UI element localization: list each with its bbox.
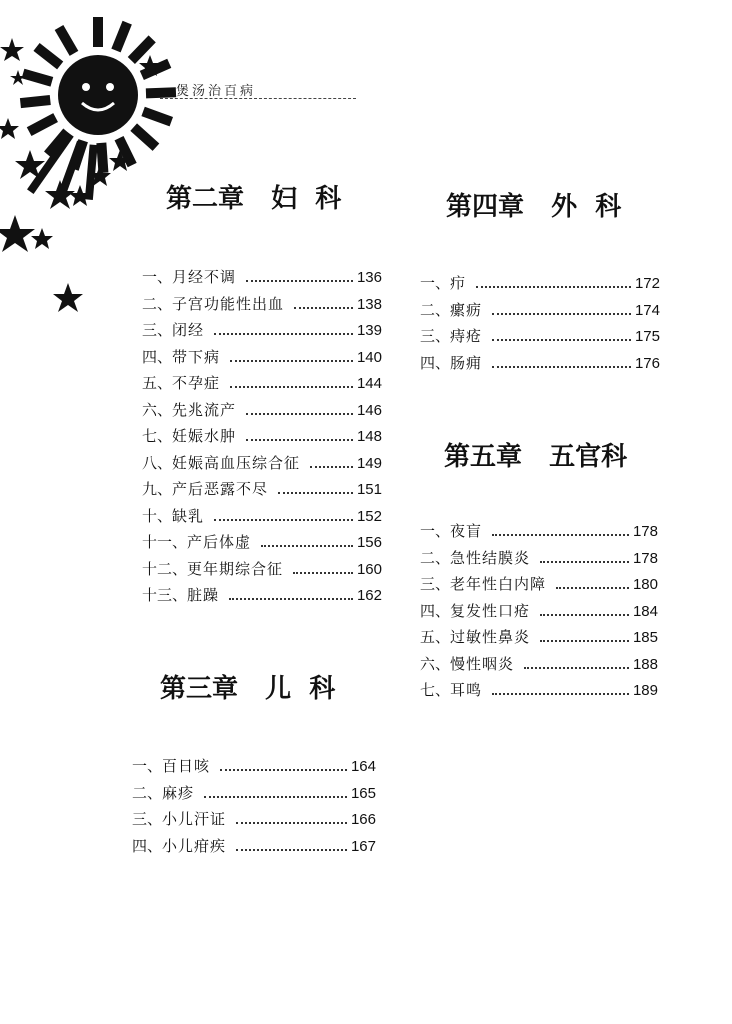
toc-entry-page: 164 xyxy=(350,758,376,775)
chapter-title-surgery: 第四章 外 科 xyxy=(446,192,622,222)
toc-entry-number: 四、 xyxy=(142,347,173,366)
toc-entry-number: 四、 xyxy=(132,836,163,855)
toc-list-pediatrics xyxy=(132,755,376,861)
toc-entry-page: 178 xyxy=(632,523,658,540)
toc-entry[interactable] xyxy=(142,478,382,505)
toc-entry-number: 六、 xyxy=(420,654,451,673)
toc-entry-number: 五、 xyxy=(142,374,173,392)
toc-entry-page: 144 xyxy=(356,375,382,392)
dot-leader xyxy=(524,667,629,669)
toc-entry-page: 178 xyxy=(632,549,658,567)
dot-leader xyxy=(246,280,353,282)
toc-entry[interactable] xyxy=(142,505,382,532)
dot-leader xyxy=(492,534,629,536)
dot-leader xyxy=(230,360,353,362)
toc-entry-page: 149 xyxy=(356,454,382,472)
toc-entry-title: 不孕症 xyxy=(172,374,221,392)
toc-entry-title: 带下病 xyxy=(172,347,221,366)
dot-leader xyxy=(278,492,353,494)
toc-entry-number: 九、 xyxy=(142,480,173,498)
toc-entry-title: 产后体虚 xyxy=(187,533,252,551)
toc-entry-title: 瘰疬 xyxy=(450,300,483,319)
toc-entry-title: 脏躁 xyxy=(187,586,220,604)
toc-entry-title: 缺乳 xyxy=(172,506,205,525)
toc-entry-number: 十一、 xyxy=(142,533,188,551)
toc-entry-title: 先兆流产 xyxy=(172,400,237,419)
toc-entry-page: 185 xyxy=(632,629,658,646)
toc-entry-number: 八、 xyxy=(142,453,173,472)
dot-leader xyxy=(214,333,353,335)
toc-entry[interactable] xyxy=(142,372,382,399)
toc-entry-page: 138 xyxy=(356,295,382,313)
toc-entry[interactable] xyxy=(420,626,658,653)
toc-entry[interactable] xyxy=(420,547,658,574)
toc-entry[interactable] xyxy=(142,319,382,346)
toc-entry-number: 十、 xyxy=(142,506,173,525)
toc-entry-title: 月经不调 xyxy=(172,268,237,286)
toc-entry[interactable] xyxy=(420,299,660,326)
toc-entry-page: 162 xyxy=(356,587,382,604)
dot-leader xyxy=(540,640,629,642)
dot-leader xyxy=(236,849,347,851)
toc-entry[interactable] xyxy=(420,272,660,299)
toc-entry[interactable] xyxy=(142,452,382,479)
toc-entry[interactable] xyxy=(420,352,660,379)
toc-entry-title: 闭经 xyxy=(172,321,205,339)
toc-entry-number: 一、 xyxy=(420,274,451,292)
toc-entry-title: 老年性白内障 xyxy=(450,575,547,593)
toc-entry[interactable] xyxy=(420,573,658,600)
toc-entry-page: 136 xyxy=(356,269,382,286)
dot-leader xyxy=(293,572,353,574)
toc-entry[interactable] xyxy=(420,325,660,352)
toc-entry-number: 一、 xyxy=(420,522,451,540)
toc-entry-page: 166 xyxy=(350,811,376,828)
toc-entry-page: 184 xyxy=(632,602,658,620)
toc-entry-number: 十三、 xyxy=(142,586,188,604)
toc-entry-title: 慢性咽炎 xyxy=(450,654,515,673)
toc-entry-number: 一、 xyxy=(142,268,173,286)
toc-entry-number: 三、 xyxy=(420,327,451,345)
dot-leader xyxy=(261,545,353,547)
toc-entry-number: 七、 xyxy=(142,427,173,445)
toc-entry-page: 180 xyxy=(632,576,658,593)
toc-entry-page: 165 xyxy=(350,784,376,802)
toc-entry-title: 麻疹 xyxy=(162,783,195,802)
toc-entry-title: 复发性口疮 xyxy=(450,601,531,620)
toc-entry[interactable] xyxy=(142,293,382,320)
toc-entry-title: 妊娠水肿 xyxy=(172,427,237,445)
dot-leader xyxy=(294,307,353,309)
dot-leader xyxy=(204,796,347,798)
dot-leader xyxy=(540,614,629,616)
toc-entry-title: 过敏性鼻炎 xyxy=(450,628,531,646)
toc-entry-title: 夜盲 xyxy=(450,522,483,540)
toc-entry-number: 十二、 xyxy=(142,559,188,578)
toc-entry-title: 耳鸣 xyxy=(450,681,483,699)
toc-entry[interactable] xyxy=(420,520,658,547)
toc-entry[interactable] xyxy=(142,425,382,452)
toc-entry[interactable] xyxy=(132,835,376,862)
chapter-title-gynecology: 第二章 妇 科 xyxy=(166,184,342,214)
toc-entry-title: 产后恶露不尽 xyxy=(172,480,269,498)
toc-entry-page: 160 xyxy=(356,560,382,578)
toc-entry-page: 139 xyxy=(356,322,382,339)
toc-entry-number: 二、 xyxy=(142,294,173,313)
toc-entry-title: 痔疮 xyxy=(450,327,483,345)
dot-leader xyxy=(492,366,631,368)
dot-leader xyxy=(310,466,353,468)
toc-entry-number: 五、 xyxy=(420,628,451,646)
chapter-title-pediatrics: 第三章 儿 科 xyxy=(160,674,336,704)
toc-entry[interactable] xyxy=(420,679,658,706)
toc-entry-number: 六、 xyxy=(142,400,173,419)
toc-entry-page: 146 xyxy=(356,401,382,419)
toc-entry-number: 三、 xyxy=(142,321,173,339)
dot-leader xyxy=(214,519,353,521)
header-divider xyxy=(160,98,356,99)
toc-entry[interactable] xyxy=(142,558,382,585)
toc-entry[interactable] xyxy=(420,653,658,680)
toc-entry-number: 四、 xyxy=(420,601,451,620)
dot-leader xyxy=(540,561,629,563)
running-header-book-title: 煲汤治百病 xyxy=(176,84,257,99)
toc-entry-number: 一、 xyxy=(132,757,163,775)
toc-entry[interactable] xyxy=(420,600,658,627)
toc-list-surgery xyxy=(420,272,660,378)
toc-entry-number: 七、 xyxy=(420,681,451,699)
toc-entry-title: 急性结膜炎 xyxy=(450,548,531,567)
toc-entry[interactable] xyxy=(142,584,382,611)
toc-entry-title: 妊娠高血压综合征 xyxy=(172,453,301,472)
toc-entry-page: 189 xyxy=(632,682,658,699)
toc-entry[interactable] xyxy=(132,782,376,809)
dot-leader xyxy=(220,769,347,771)
toc-entry-title: 百日咳 xyxy=(162,757,211,775)
toc-entry-title: 子宫功能性出血 xyxy=(172,294,285,313)
toc-entry-title: 肠痈 xyxy=(450,353,483,372)
toc-entry-page: 148 xyxy=(356,428,382,445)
toc-entry[interactable] xyxy=(132,808,376,835)
dot-leader xyxy=(229,598,353,600)
toc-entry-number: 三、 xyxy=(420,575,451,593)
toc-entry-number: 二、 xyxy=(420,300,451,319)
toc-entry-page: 156 xyxy=(356,534,382,551)
toc-entry-page: 140 xyxy=(356,348,382,366)
toc-list-ent xyxy=(420,520,658,706)
toc-entry-number: 二、 xyxy=(132,783,163,802)
dot-leader xyxy=(556,587,629,589)
toc-entry[interactable] xyxy=(132,755,376,782)
toc-entry-title: 疖 xyxy=(450,274,467,292)
dot-leader xyxy=(476,286,631,288)
toc-entry-page: 188 xyxy=(632,655,658,673)
toc-entry-number: 四、 xyxy=(420,353,451,372)
toc-entry[interactable] xyxy=(142,399,382,426)
dot-leader xyxy=(246,439,353,441)
toc-entry[interactable] xyxy=(142,266,382,293)
toc-entry-page: 172 xyxy=(634,275,660,292)
dot-leader xyxy=(492,313,631,315)
toc-entry-title: 小儿疳疾 xyxy=(162,836,227,855)
toc-entry-number: 二、 xyxy=(420,548,451,567)
toc-entry-page: 176 xyxy=(634,354,660,372)
toc-entry-page: 151 xyxy=(356,481,382,498)
dot-leader xyxy=(492,339,631,341)
chapter-title-ent: 第五章 五官科 xyxy=(444,442,628,472)
toc-entry-page: 175 xyxy=(634,328,660,345)
toc-entry[interactable] xyxy=(142,346,382,373)
dot-leader xyxy=(246,413,353,415)
toc-entry-page: 167 xyxy=(350,837,376,855)
dot-leader xyxy=(230,386,353,388)
toc-entry-title: 小儿汗证 xyxy=(162,810,227,828)
toc-entry-number: 三、 xyxy=(132,810,163,828)
toc-entry-page: 174 xyxy=(634,301,660,319)
dot-leader xyxy=(492,693,629,695)
toc-entry-page: 152 xyxy=(356,507,382,525)
dot-leader xyxy=(236,822,347,824)
toc-entry[interactable] xyxy=(142,531,382,558)
toc-entry-title: 更年期综合征 xyxy=(187,559,284,578)
toc-list-gynecology xyxy=(142,266,382,611)
